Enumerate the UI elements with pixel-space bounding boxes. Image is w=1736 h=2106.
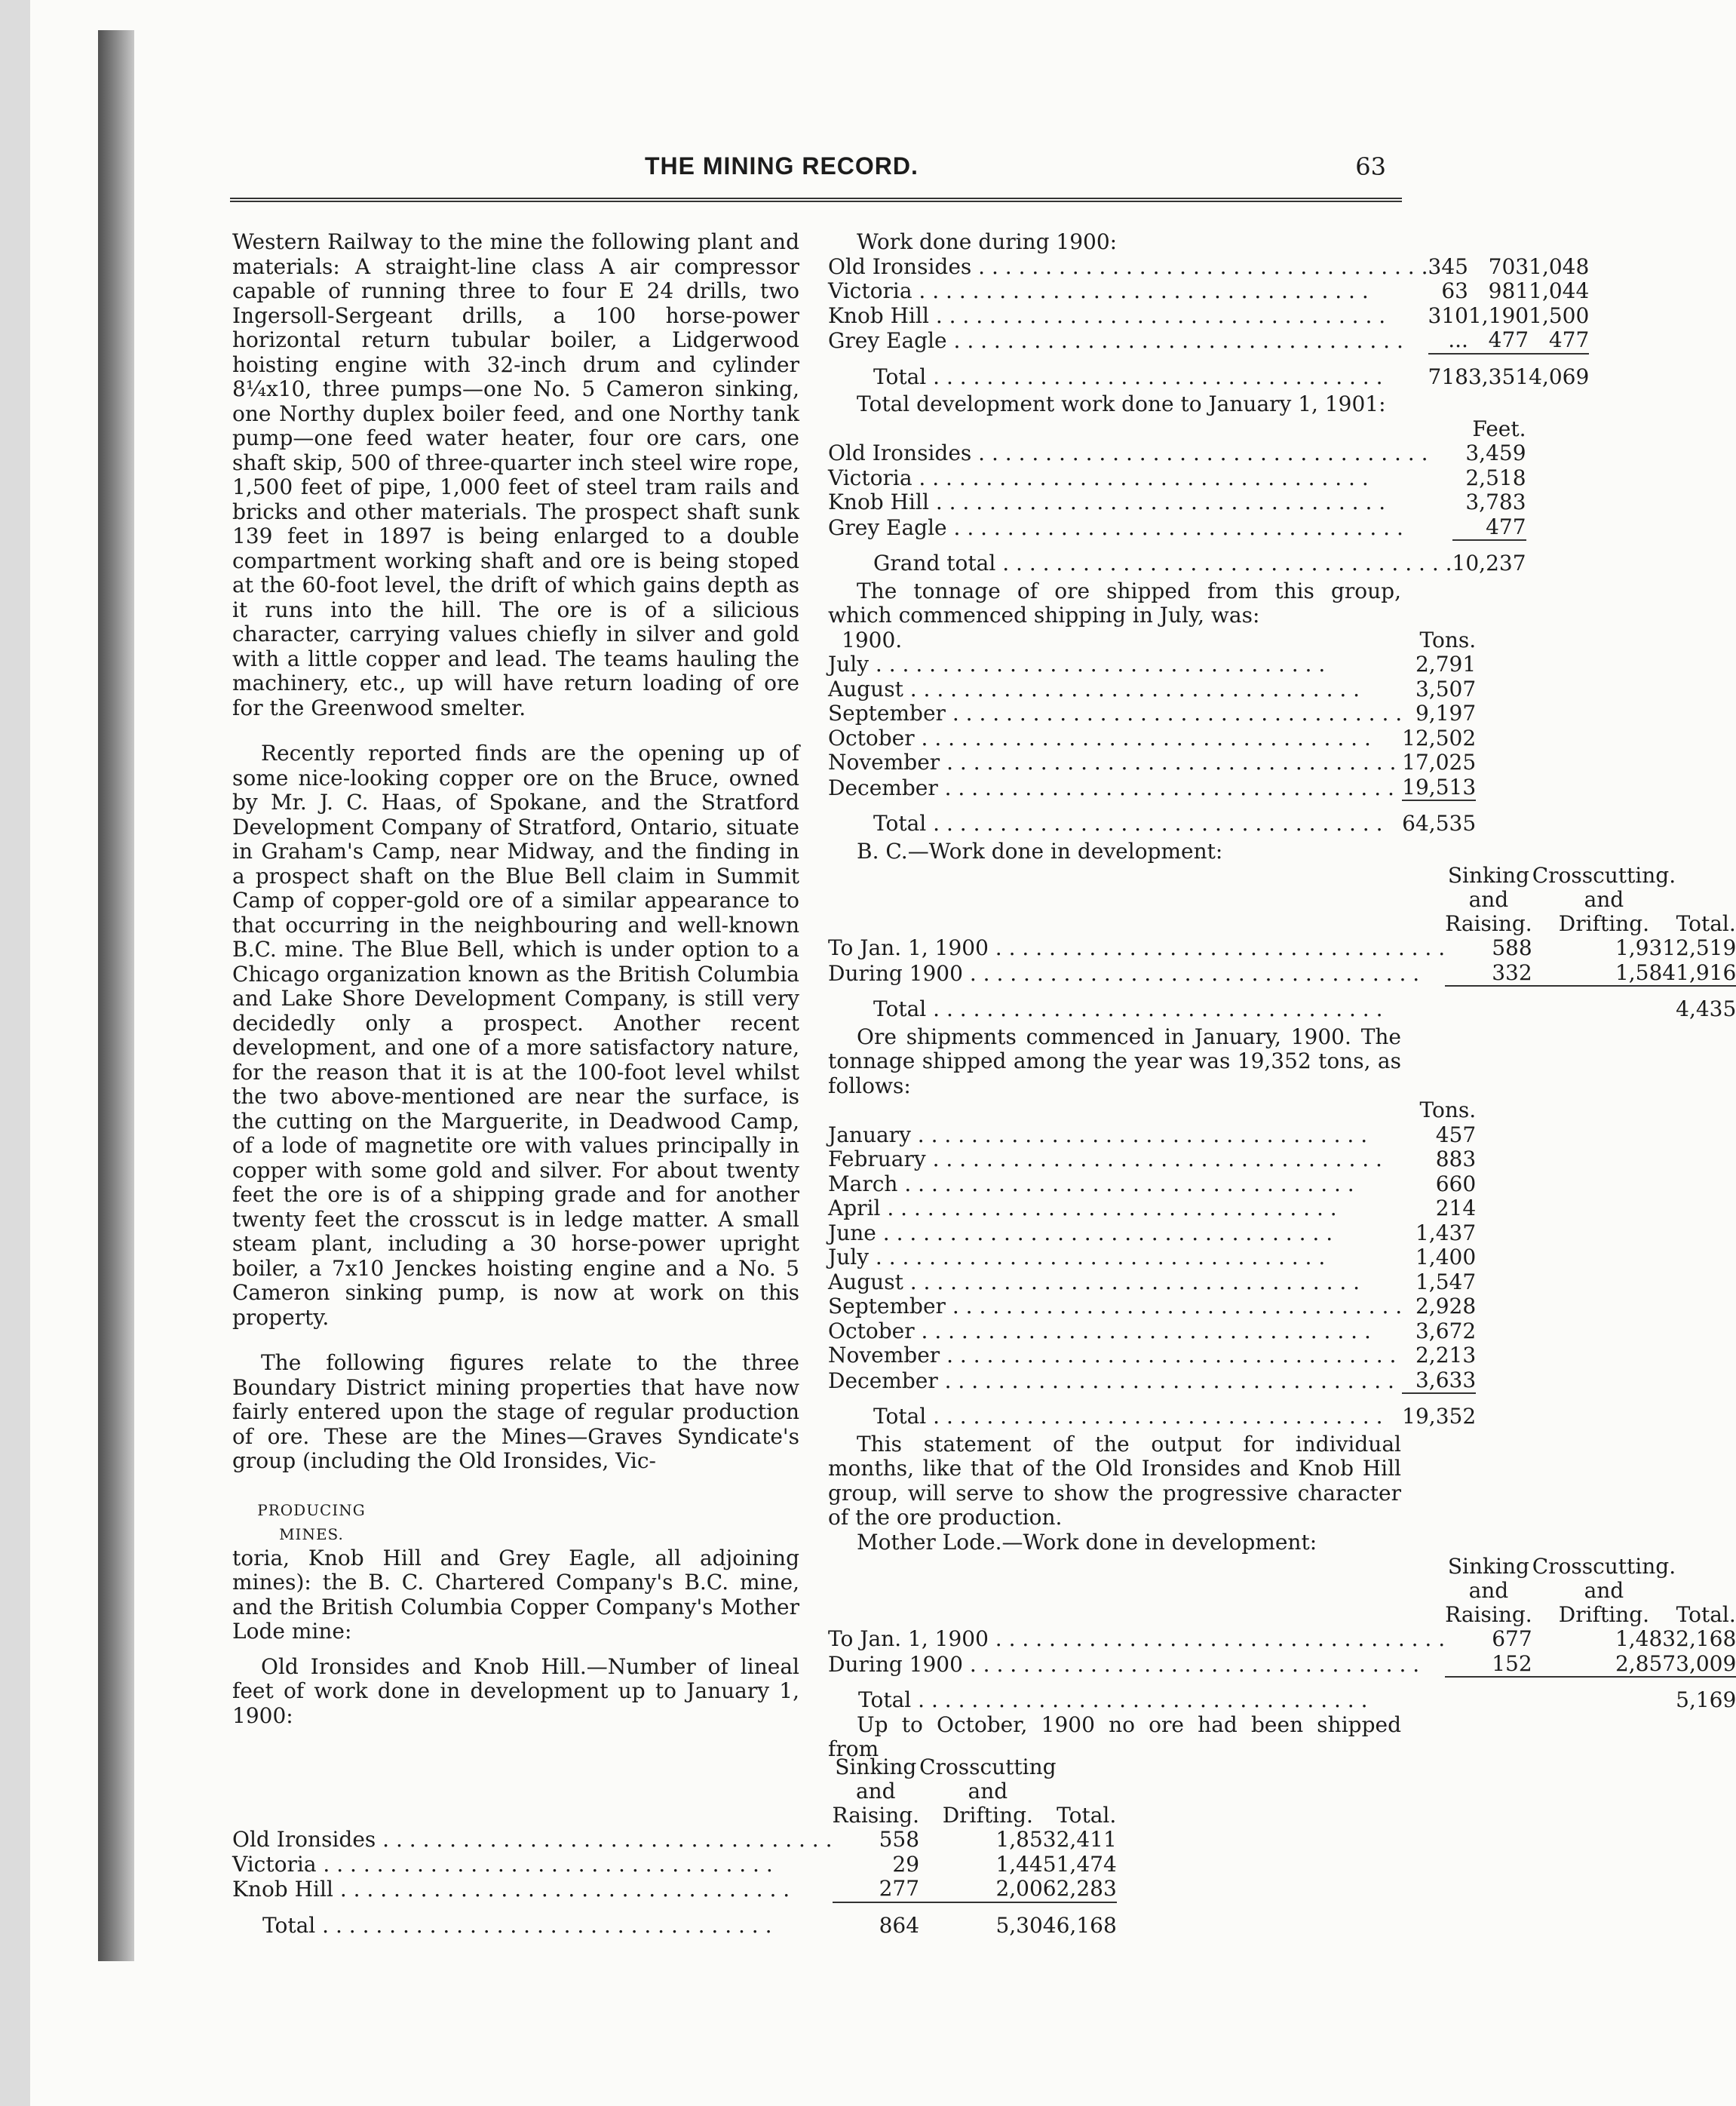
table-row: During 1900 . . . 332 1,584 1,916 xyxy=(828,961,1736,987)
leader-dots xyxy=(963,1652,1419,1677)
leader-dots xyxy=(989,935,1445,960)
table-mother-lode: Sinking Crosscutting. and and Raising. Drifting. Total. To Jan. 1, 1900 . . . 677 1,483 2,168 During 1900 . . . 152 2,857 3,009 Total . . . 5,169 xyxy=(828,1555,1736,1713)
table-row: December . . . 3,633 xyxy=(828,1368,1476,1394)
table-total-row: Total . . . 718 3,351 4,069 xyxy=(828,354,1589,390)
shipped-intro: The tonnage of ore shipped from this group, which commenced shipping in July, was: xyxy=(828,578,1401,628)
leader-dots xyxy=(971,254,1428,279)
leader-dots xyxy=(926,996,1382,1021)
leader-dots xyxy=(333,1877,790,1902)
table-work-1900 xyxy=(828,255,1589,390)
leader-dots xyxy=(963,961,1419,986)
leader-dots xyxy=(995,551,1452,576)
table-row: July . . . 1,400 xyxy=(828,1245,1476,1270)
right-column xyxy=(828,229,1736,1762)
table-row: January . . . 457 xyxy=(828,1123,1476,1148)
leader-dots xyxy=(938,775,1394,800)
leader-dots xyxy=(897,1171,1354,1196)
table-row: Old Ironsides . . . 558 1,853 2,411 xyxy=(232,1828,1117,1853)
table-bc-development: Sinking Crosscutting. and and Raising. Drifting. Total. To Jan. 1, 1900 . . . 588 1,931 2,519 During 1900 . . . 332 1,584 1,916 Total . . . 4,435 xyxy=(828,864,1736,1022)
leader-dots xyxy=(911,1122,1367,1147)
table-row: July . . . 2,791 xyxy=(828,652,1476,677)
table-row: Victoria . . . 29 1,445 1,474 xyxy=(232,1853,1117,1877)
table-row: March . . . 660 xyxy=(828,1172,1476,1197)
table-row: November . . . 2,213 xyxy=(828,1343,1476,1368)
table-row: April . . . 214 xyxy=(828,1196,1476,1221)
table-row: September . . . 9,197 xyxy=(828,701,1476,726)
paragraph-producing-lead: The following figures relate to the three Boundary District mining properties that have now fairly entered upon the stage of regular production of ore. These are the Mines—Graves Syndicate's group (including the Old Ironsides, Vic- xyxy=(232,1350,799,1473)
table-row: Old Ironsides . . . 3,459 xyxy=(828,441,1526,466)
leader-dots xyxy=(940,750,1396,775)
table-row: Grey Eagle . . . ... 477 477 xyxy=(828,328,1589,354)
table-row: Knob Hill . . . 277 2,006 2,283 xyxy=(232,1877,1117,1902)
leader-dots xyxy=(880,1196,1336,1220)
leader-dots xyxy=(947,328,1403,353)
table-row: During 1900 . . . 152 2,857 3,009 xyxy=(828,1652,1736,1678)
table-total-row: Grand total . . . 10,237 xyxy=(828,540,1526,576)
leader-dots xyxy=(903,677,1360,701)
table-total-row: Total . . . 19,352 xyxy=(828,1393,1476,1429)
table-row: Grey Eagle . . . 477 xyxy=(828,515,1526,541)
leader-dots xyxy=(926,811,1382,836)
table-bc-shipments: Tons. January . . . 457 February . . . 883 March . . . 660 April . . . 214 June . . . 1,437 July . . . 1,400 August . . . 1,547 September . . . 2,928 October . . . 3,672 November . . . 2,213 December . . . 3,633 Total . . . 19,352 xyxy=(828,1098,1476,1429)
table-row: December . . . 19,513 xyxy=(828,775,1476,801)
table-row: August . . . 3,507 xyxy=(828,677,1476,702)
mother-title: Mother Lode.—Work done in development: xyxy=(857,1529,1317,1555)
table-row: Old Ironsides . . . 345 703 1,048 xyxy=(828,255,1589,280)
table-row: Knob Hill . . . 3,783 xyxy=(828,490,1526,515)
paragraph-finds: Recently reported finds are the opening up of some nice-looking copper ore on the Bruce, owned by Mr. J. C. Haas, of Spokane, and the Stratford Development Company of Stratford, Ontario, situate in Graham's Camp, near Midway, and the finding in a prospect shaft on the Blue Bell claim in Summit Camp of copper-gold ore of a similar appearance to that occurring in the neighbouring and well-known B.C. mine. The Blue Bell, which is under option to a Chicago organization known as the British Columbia and Lake Shore Development Company, is still very decidedly only a prospect. Another recent development, and one of a more satisfactory nature, for the reason that it is at the 100-foot level whilst the two above-mentioned are near the surface, is the cutting on the Marguerite, in Deadwood Camp, of a lode of magnetite ore with values principally in copper with some gold and silver. For about twenty feet the ore is of a shipping grade and for another twenty feet the crosscut is in ledge matter. A small steam plant, including a 30 horse-power upright boiler, a 7x10 Jenckes hoisting engine and a No. 5 Cameron sinking pump, is now at work on this property. xyxy=(232,741,799,1330)
table-shipped-group: 1900. Tons. July . . . 2,791 August . . . 3,507 September . . . 9,197 October . . . 12,502 November . . . 17,025 December . . . 19,513 Total . . . 64,535 xyxy=(828,628,1476,837)
leader-dots xyxy=(869,652,1325,677)
table-row: Victoria . . . 2,518 xyxy=(828,466,1526,491)
leader-dots xyxy=(912,465,1369,490)
devtotal-title: Total development work done to January 1, 1901: xyxy=(857,391,1386,416)
leader-dots xyxy=(946,1294,1402,1319)
paragraph-producing-cont: toria, Knob Hill and Grey Eagle, all adjoining mines): the B. C. Chartered Company's B.C. mine, and the British Columbia Copper Company's Mother Lode mine: xyxy=(232,1545,799,1644)
table-row: To Jan. 1, 1900 . . . 588 1,931 2,519 xyxy=(828,936,1736,961)
leader-dots xyxy=(940,1343,1396,1368)
table-row: August . . . 1,547 xyxy=(828,1270,1476,1295)
table-total-row: Total . . . 4,435 xyxy=(828,986,1736,1022)
table-row: To Jan. 1, 1900 . . . 677 1,483 2,168 xyxy=(828,1627,1736,1652)
leader-dots xyxy=(971,441,1428,465)
leader-dots xyxy=(876,1220,1333,1245)
leader-dots xyxy=(929,303,1385,328)
leader-dots xyxy=(926,1147,1382,1171)
work-1900-title: Work done during 1900: xyxy=(857,229,1118,254)
page-number: 63 xyxy=(1355,152,1386,181)
binding-spine xyxy=(98,30,134,1961)
table-total-row: Total . . . 64,535 xyxy=(828,800,1476,837)
table-row: November . . . 17,025 xyxy=(828,751,1476,775)
leader-dots xyxy=(947,515,1403,540)
table-row: October . . . 3,672 xyxy=(828,1319,1476,1344)
leader-dots xyxy=(915,1319,1371,1343)
leader-dots xyxy=(869,1245,1325,1269)
header-rule xyxy=(230,198,1402,202)
leader-dots xyxy=(946,701,1402,726)
table-row: February . . . 883 xyxy=(828,1147,1476,1172)
leader-dots xyxy=(926,364,1382,389)
table-total-row: Total . . . 5,169 xyxy=(828,1677,1736,1713)
leader-dots xyxy=(989,1626,1445,1651)
table-total-row: Total . . . 864 5,304 6,168 xyxy=(232,1902,1117,1939)
leader-dots xyxy=(915,726,1371,751)
leader-dots xyxy=(911,1687,1367,1712)
table-row: June . . . 1,437 xyxy=(828,1221,1476,1246)
leader-dots xyxy=(376,1827,832,1852)
table-row: October . . . 12,502 xyxy=(828,726,1476,751)
table-devtotal: Feet. Old Ironsides . . . 3,459 Victoria . . . 2,518 Knob Hill . . . 3,783 Grey Eagle . . . 477 Grand total . . . 10,237 xyxy=(828,417,1526,576)
leader-dots xyxy=(926,1404,1382,1429)
leader-dots xyxy=(315,1913,771,1938)
table-ironsides-to-1900: Sinking Crosscutting and and Raising. Drifting. Total. Old Ironsides . . . 558 1,853 2,411 Victoria . . . 29 1,445 1,474 Knob Hill . . . 277 2,006 2,283 Total . . . 864 5,304 6,168 xyxy=(232,1755,1117,1938)
bc-title: B. C.—Work done in development: xyxy=(857,838,1223,864)
paragraph-ironsides-intro: Old Ironsides and Knob Hill.—Number of lineal feet of work done in development up to January 1, 1900: xyxy=(232,1653,799,1728)
scan-edge xyxy=(0,0,30,2106)
leader-dots xyxy=(929,490,1385,514)
running-head: THE MINING RECORD. xyxy=(645,152,919,180)
table-row: Knob Hill . . . 310 1,190 1,500 xyxy=(828,304,1589,329)
paragraph-plant: Western Railway to the mine the following plant and materials: A straight-line class A air compressor capable of running three to four E 24 drills, two Ingersoll-Sergeant drills, a 100 horse-power horizontal return tubular boiler, a Lidgerwood hoisting engine with 32-inch drum and cylinder 8¼x10, three pumps—one No. 5 Cameron sinking, one Northy duplex boiler feed, and one Northy tank pump—one feed water heater, four ore cars, one shaft skip, 500 of three-quarter inch steel wire rope, 1,500 feet of pipe, 1,000 feet of steel tram rails and bricks and other materials. The prospect shaft sunk 139 feet in 1897 is being enlarged to a double compartment working shaft and ore is being stoped at the 60-foot level, the drift of which gains depth as it runs into the hill. The ore is of a silicious character, carrying values chiefly in silver and gold with a little copper and lead. The teams hauling the machinery, etc., up will have return loading of ore for the Greenwood smelter. xyxy=(232,229,799,720)
closing-line: Up to October, 1900 no ore had been shipped from xyxy=(828,1712,1401,1761)
statement-paragraph: This statement of the output for individual months, like that of the Old Ironsides and Knob Hill group, will serve to show the progressive character of the ore production. xyxy=(828,1431,1401,1530)
table-row: September . . . 2,928 xyxy=(828,1294,1476,1319)
leader-dots xyxy=(903,1269,1360,1294)
leader-dots xyxy=(317,1852,773,1877)
leader-dots xyxy=(938,1368,1394,1393)
bcship-intro: Ore shipments commenced in January, 1900. The tonnage shipped among the year was 19,352 tons, as follows: xyxy=(828,1024,1401,1098)
table-row: Victoria . . . 63 981 1,044 xyxy=(828,279,1589,304)
leader-dots xyxy=(912,278,1369,303)
sidenote-producing-mines: PRODUCING MINES. xyxy=(257,1500,366,1543)
